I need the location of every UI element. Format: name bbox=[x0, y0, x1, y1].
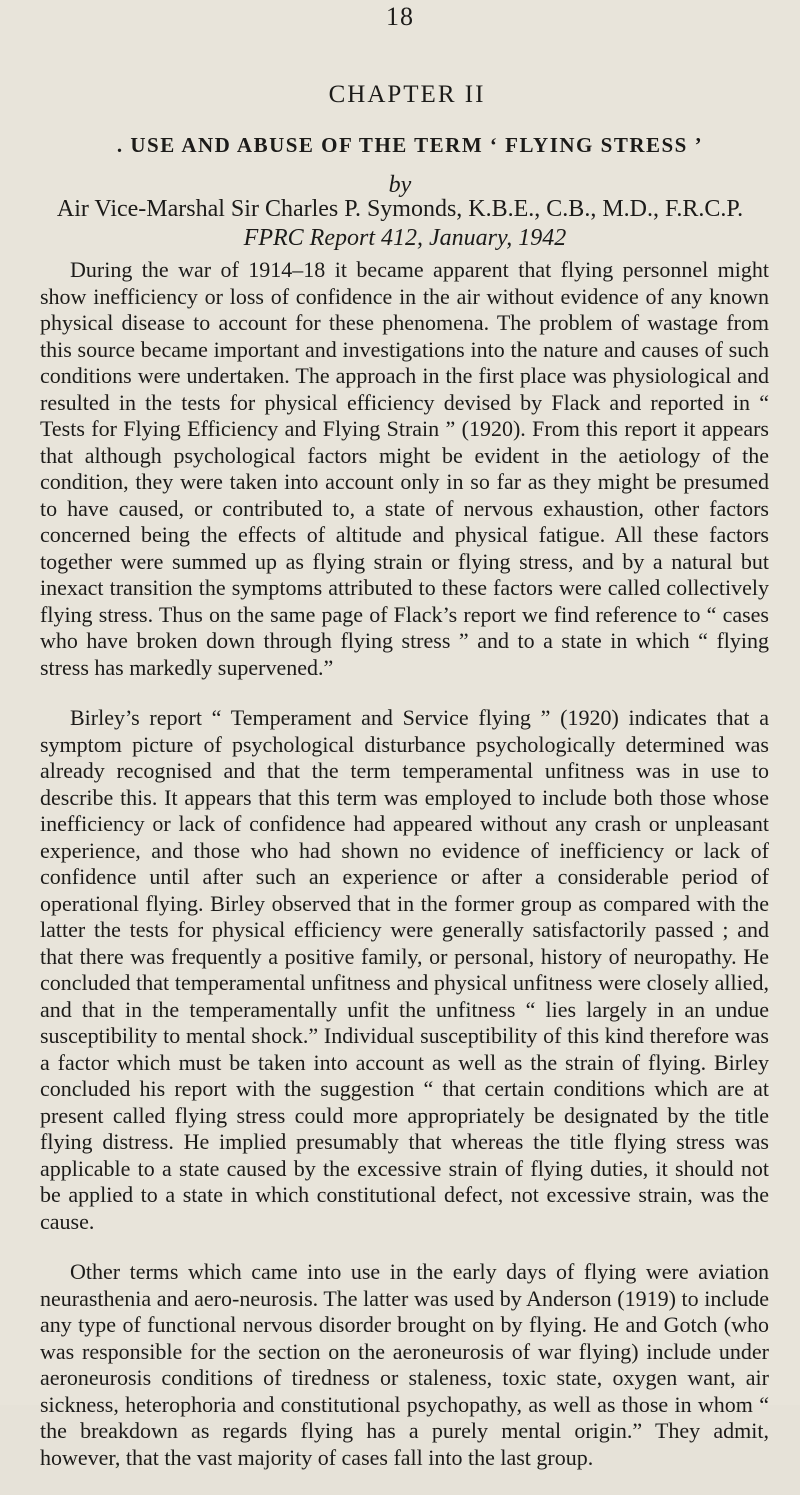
report-reference: FPRC Report 412, January, 1942 bbox=[243, 225, 567, 251]
page-number: 18 bbox=[386, 2, 414, 31]
paragraph-2: Birley’s report “ Temperament and Service flying ” (1920) indicates that a symptom picture of psychological disturbance psychologically determined was already recognised and that the term temperamental unfitness was in use to describe this. It appears that this term was employed to include both those whose inefficiency or lack of confidence had appeared without any crash or unpleasant experience, and those who had shown no evidence of inefficiency or lack of confidence until after such an experience or after a considerable period of operational flying. Birley observed that in the former group as compared with the latter the tests for physical efficiency were generally satisfactorily passed ; and that there was frequently a positive family, or personal, history of neuropathy. He concluded that temperamental unfitness and physical unfitness were closely allied, and that in the temperamentally unfit the unfitness “ lies largely in an undue susceptibility to mental shock.” Individual susceptibility of this kind therefore was a factor which must be taken into account as well as the strain of flying. Birley concluded his report with the suggestion “ that certain conditions which are at present called flying stress could more appropriately be designated by the title flying distress. He implied presumably that whereas the title flying stress was applicable to a state caused by the excessive strain of flying duties, it should not be applied to a state in which constitutional defect, not excessive strain, was the cause. bbox=[40, 705, 769, 1234]
chapter-heading: CHAPTER II bbox=[328, 81, 486, 108]
byline-by: by bbox=[388, 172, 412, 198]
paragraph-1: During the war of 1914–18 it became apparent that flying personnel might show inefficiency or loss of confidence in the air without evidence of any known physical disease to account for these phenomena. The problem of wastage from this source became important and investigations into the nature and causes of such conditions were undertaken. The approach in the first place was physiological and resulted in the tests for physical efficiency devised by Flack and reported in “ Tests for Flying Efficiency and Flying Strain ” (1920). From this report it appears that although psychological factors might be evident in the aetiology of the condition, they were taken into account only in so far as they might be presumed to have caused, or contributed to, a state of nervous exhaustion, other factors concerned being the effects of altitude and physical fatigue. All these factors together were summed up as flying strain or flying stress, and by a natural but inexact transition the symptoms attributed to these factors were called collectively flying stress. Thus on the same page of Flack’s report we find reference to “ cases who have broken down through flying stress ” and to a state in which “ flying stress has markedly supervened.” bbox=[40, 257, 769, 680]
author-line: Air Vice-Marshal Sir Charles P. Symonds, K.B.E., C.B., M.D., F.R.C.P. bbox=[56, 196, 744, 222]
chapter-title: . USE AND ABUSE OF THE TERM ‘ FLYING STRESS ’ bbox=[116, 133, 704, 157]
paragraph-3: Other terms which came into use in the early days of flying were aviation neurasthenia and aero-neurosis. The latter was used by Anderson (1919) to include any type of functional nervous disorder brought on by flying. He and Gotch (who was responsible for the section on the aeroneurosis of war flying) include under aeroneurosis conditions of tiredness or staleness, toxic state, oxygen want, air sickness, heterophoria and constitutional psychopathy, as well as those in whom “ the breakdown as regards flying has a purely mental origin.” They admit, however, that the vast majority of cases fall into the last group. bbox=[40, 1259, 769, 1470]
body-text bbox=[40, 257, 769, 1495]
